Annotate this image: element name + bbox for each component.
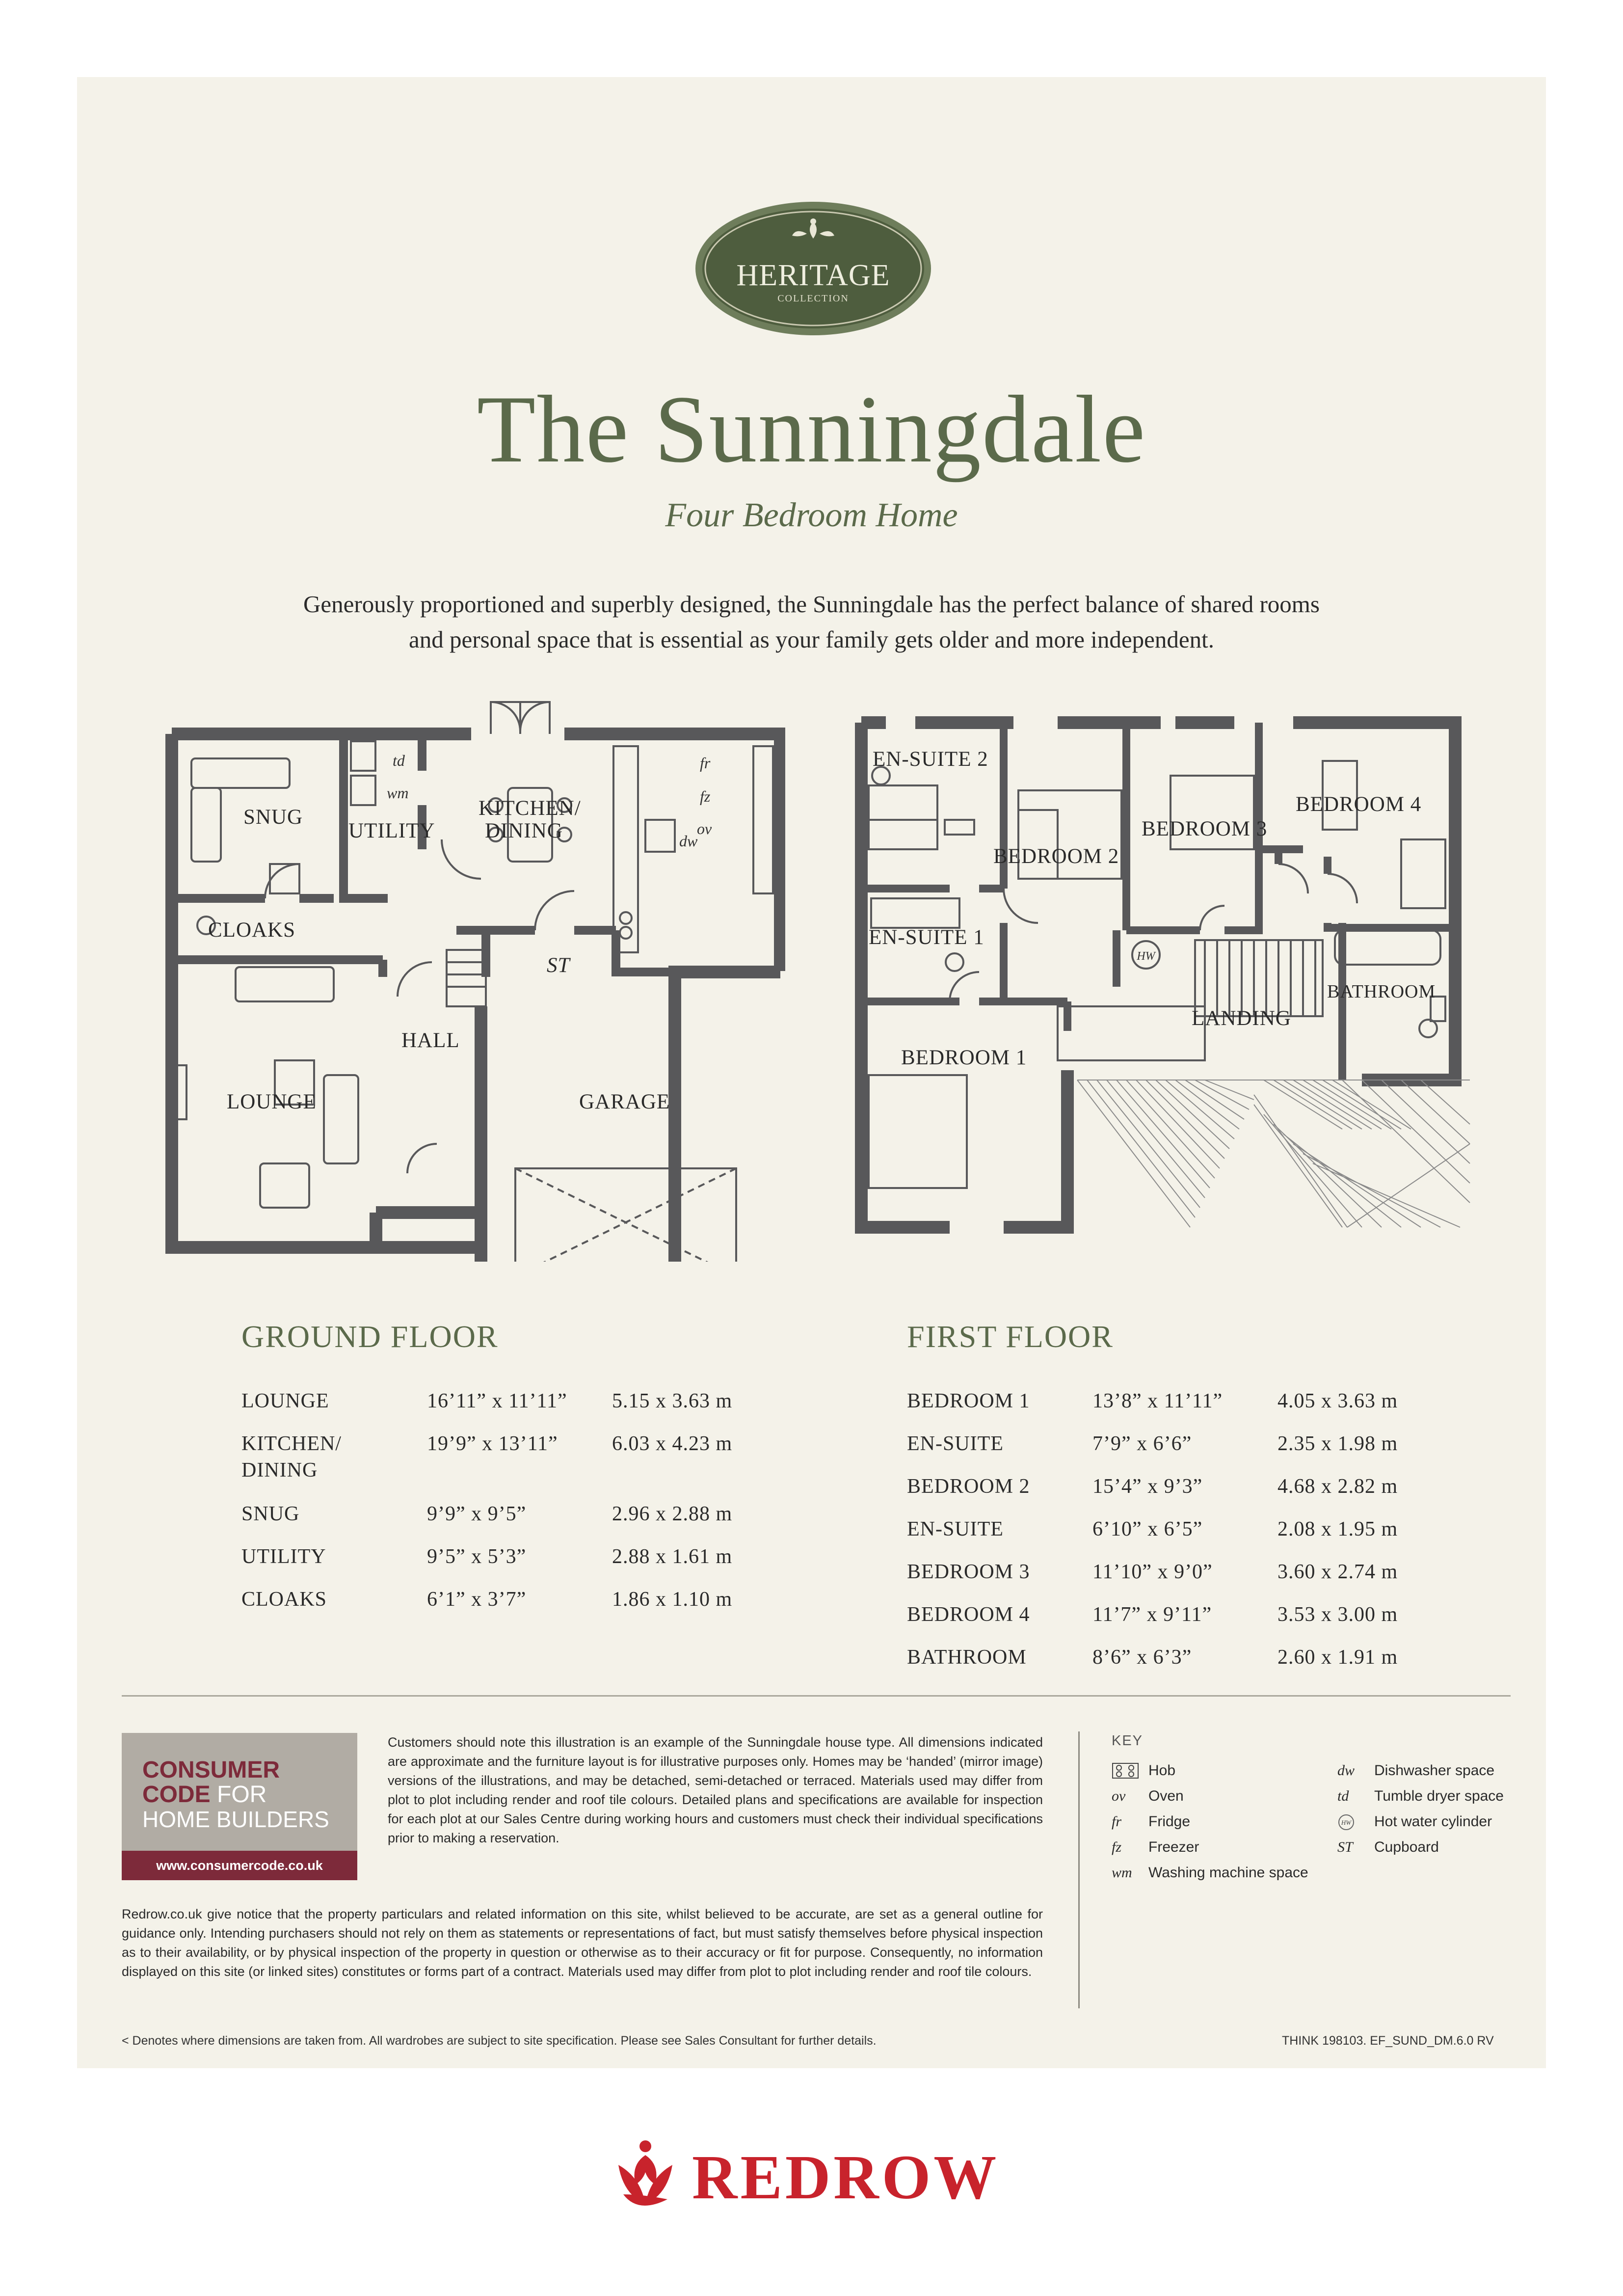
key-divider — [1078, 1731, 1080, 2008]
footer-note: < Denotes where dimensions are taken from. All wardrobes are subject to site specification. Please see Sales Consultant for further details. — [122, 2034, 877, 2048]
intro-line-1: Generously proportioned and superbly designed, the Sunningdale has the perfect balance of shared rooms — [303, 591, 1320, 618]
page-subtitle: Four Bedroom Home — [665, 496, 958, 534]
ground-floor-plan — [162, 682, 785, 1262]
intro-line-2: and personal space that is essential as your family gets older and more independent. — [409, 626, 1214, 653]
room-label-bedroom-3: BEDROOM 3 — [1142, 817, 1268, 840]
room-label-utility: UTILITY — [348, 819, 435, 842]
cc-code: CODE — [142, 1782, 211, 1808]
appliance-dw: dw — [679, 832, 698, 850]
room-label-kitchen: KITCHEN/ — [479, 797, 581, 820]
redrow-logo — [604, 2135, 1026, 2219]
heritage-collection-logo — [693, 199, 933, 338]
appliance-wm: wm — [387, 784, 409, 802]
ground-floor-heading: GROUND FLOOR — [241, 1319, 499, 1354]
redrow-leaf-icon — [618, 2140, 672, 2206]
room-label-bedroom-2: BEDROOM 2 — [993, 845, 1119, 868]
room-label-bedroom-4: BEDROOM 4 — [1296, 793, 1422, 816]
svg-text:HW: HW — [1341, 1819, 1352, 1826]
room-label-landing: LANDING — [1192, 1007, 1291, 1030]
intro-text — [231, 587, 1392, 657]
room-label-snug: SNUG — [243, 806, 303, 829]
brand-sub: COLLECTION — [777, 293, 849, 304]
disclaimer-redrow: Redrow.co.uk give notice that the property particulars and related information on this site, whilst believed to be accurate, are set as a general outline for guidance only. Intending purchasers should not rely on them as statements or representations of fact, but must satisfy themselves before physical inspection as to their availability, or by physical inspection of the property in question or otherwise as to their accuracy or fit for purpose. Consequently, no information displayed on this site (or linked sites) constitutes or forms part of a contract. Materials used may differ from plot to plot including render and roof tile colours. — [122, 1907, 1043, 1979]
appliance-td: td — [393, 752, 405, 769]
room-label-hall: HALL — [401, 1029, 460, 1052]
room-label-cloaks: CLOAKS — [208, 918, 296, 942]
appliance-fr: fr — [700, 754, 711, 772]
appliance-ov: ov — [697, 820, 712, 837]
room-label-dining: DINING — [485, 819, 563, 842]
consumer-code-badge: CONSUMER CODE FOR HOME BUILDERS www.consumercode.co.uk — [122, 1733, 357, 1880]
key-heading: KEY — [1112, 1733, 1144, 1749]
room-label-garage: GARAGE — [579, 1090, 670, 1113]
room-label-bathroom: BATHROOM — [1327, 981, 1436, 1002]
room-label-en-suite-1: EN-SUITE 1 — [869, 926, 984, 949]
appliance-fz: fz — [700, 787, 711, 805]
footer-ref: THINK 198103. EF_SUND_DM.6.0 RV — [1282, 2034, 1494, 2048]
room-label-en-suite-2: EN-SUITE 2 — [873, 748, 988, 771]
first-floor-heading: FIRST FLOOR — [907, 1319, 1114, 1354]
divider — [122, 1695, 1511, 1697]
cc-for: FOR — [210, 1782, 267, 1808]
room-label-store: ST — [547, 954, 570, 977]
disclaimer-customers: Customers should note this illustration is an example of the Sunningdale house type. All dimensions indicated are approximate and the furniture layout is for illustrative purposes only. Homes may be ‘handed’ (mirror image) versions of the illustrations, and may be detached, semi-detached or terraced. Materials used may differ from plot to plot including render and roof tile colours. Detailed plans and specifications are available for inspection for each plot at our Sales Centre during working hours and customers must check their individual specifications prior to making a reservation. — [388, 1735, 1043, 1845]
hob-icon — [1112, 1762, 1139, 1779]
consumer-code-link[interactable]: www.consumercode.co.uk — [156, 1858, 323, 1873]
hot-water-cylinder-icon — [1337, 1813, 1355, 1831]
room-label-bedroom-1: BEDROOM 1 — [901, 1046, 1027, 1069]
page-title: The Sunningdale — [477, 376, 1146, 483]
hw-label: HW — [1137, 950, 1155, 963]
room-label-lounge: LOUNGE — [227, 1090, 317, 1113]
brand-name: HERITAGE — [736, 259, 890, 292]
redrow-wordmark: REDROW — [692, 2142, 1000, 2212]
